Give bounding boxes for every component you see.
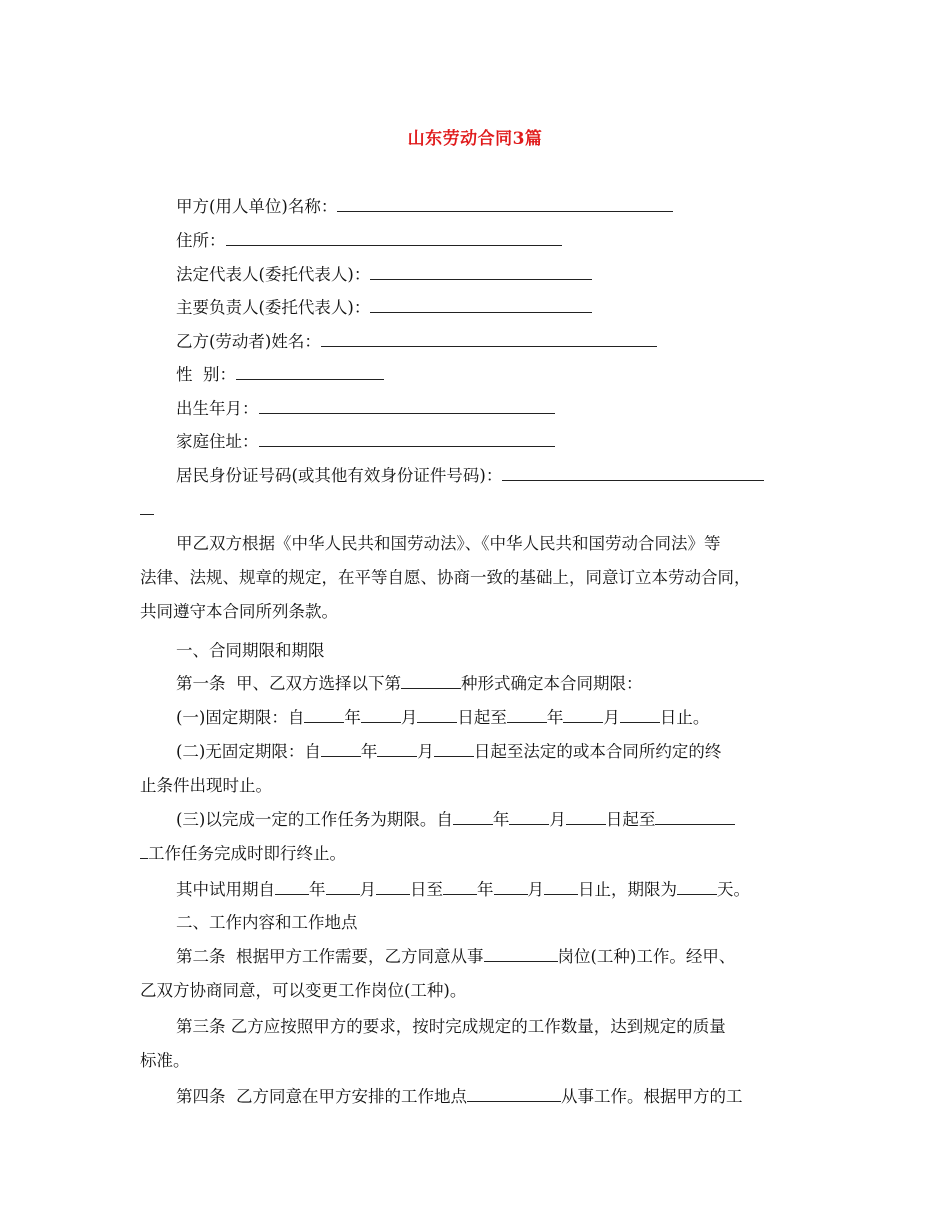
- task-term-line: [176, 809, 735, 831]
- probation-end-month-label: 月: [527, 880, 544, 899]
- employer-name-label: 甲方(用人单位)名称：: [176, 197, 338, 216]
- probation-text: 其中试用期自: [176, 880, 275, 899]
- task-start-day-blank[interactable]: [566, 810, 606, 825]
- employer-name-line: [176, 196, 673, 218]
- probation-month-label: 月: [359, 880, 376, 899]
- home-address-label: 家庭住址：: [176, 432, 259, 451]
- fixed-end-month-blank[interactable]: [563, 708, 603, 723]
- fixed-end-day-blank[interactable]: [620, 708, 660, 723]
- gender-label: 性 别：: [176, 365, 236, 384]
- fixed-month-label: 月: [400, 708, 418, 727]
- gender-line: [176, 364, 384, 386]
- home-address-line: [176, 431, 555, 453]
- open-start-day-blank[interactable]: [434, 742, 474, 757]
- task-year-label: 年: [492, 810, 510, 829]
- address-line: [176, 230, 562, 252]
- fixed-start-year-blank[interactable]: [304, 708, 344, 723]
- probation-start-year-blank[interactable]: [275, 880, 309, 895]
- probation-year-label: 年: [309, 880, 326, 899]
- id-number-label: 居民身份证号码(或其他有效身份证件号码)：: [176, 466, 503, 485]
- article2-line: [176, 946, 735, 968]
- article4-location-blank[interactable]: [467, 1087, 561, 1102]
- main-person-line: [176, 297, 592, 319]
- intro-line-3: 共同遵守本合同所列条款。: [140, 602, 338, 621]
- probation-day-end-label: 日止，期限为: [578, 880, 677, 899]
- fixed-day-end-label: 日止。: [659, 708, 710, 727]
- section1-heading: 一、合同期限和期限: [176, 641, 325, 660]
- probation-start-month-blank[interactable]: [326, 880, 360, 895]
- birth-label: 出生年月：: [176, 399, 259, 418]
- home-address-blank[interactable]: [259, 432, 555, 447]
- fixed-start-day-blank[interactable]: [417, 708, 457, 723]
- fixed-day-from-label: 日起至: [457, 708, 507, 727]
- legal-rep-line: [176, 264, 592, 286]
- article1-line: [176, 673, 643, 695]
- legal-rep-label: 法定代表人(委托代表人)：: [176, 265, 371, 284]
- birth-line: [176, 398, 555, 420]
- fixed-term-line: [176, 707, 709, 729]
- article3-line-1: 第三条 乙方应按照甲方的要求，按时完成规定的工作数量，达到规定的质量: [176, 1017, 726, 1036]
- fixed-start-month-blank[interactable]: [361, 708, 401, 723]
- main-person-blank[interactable]: [370, 298, 592, 313]
- legal-rep-blank[interactable]: [370, 265, 592, 280]
- task-month-label: 月: [549, 810, 566, 829]
- article4-line: [176, 1086, 743, 1108]
- gender-blank[interactable]: [236, 365, 384, 380]
- id-number-blank-continued[interactable]: [140, 500, 154, 515]
- employee-name-label: 乙方(劳动者)姓名：: [176, 332, 321, 351]
- article2-text-b: 岗位(工种)工作。经甲、: [557, 947, 736, 966]
- address-blank[interactable]: [226, 231, 562, 246]
- fixed-end-month-label: 月: [603, 708, 620, 727]
- probation-start-day-blank[interactable]: [376, 880, 410, 895]
- probation-end-year-label: 年: [477, 880, 494, 899]
- article4-text-a: 第四条 乙方同意在甲方安排的工作地点: [176, 1087, 467, 1106]
- open-year-label: 年: [360, 742, 378, 761]
- employee-name-line: [176, 331, 657, 353]
- article4-text-b: 从事工作。根据甲方的工: [561, 1087, 743, 1106]
- fixed-end-year-blank[interactable]: [507, 708, 547, 723]
- birth-blank[interactable]: [259, 399, 555, 414]
- open-start-year-blank[interactable]: [321, 742, 361, 757]
- task-until-blank[interactable]: [655, 810, 735, 825]
- probation-end-month-blank[interactable]: [494, 880, 528, 895]
- intro-line-1: 甲乙双方根据《中华人民共和国劳动法》、《中华人民共和国劳动合同法》等: [176, 534, 721, 553]
- article2-line-2: 乙双方协商同意，可以变更工作岗位(工种)。: [140, 981, 467, 1000]
- task-term-line-2-text: 工作任务完成时即行终止。: [148, 844, 346, 863]
- section2-heading: 二、工作内容和工作地点: [176, 913, 358, 932]
- fixed-year-label: 年: [344, 708, 361, 727]
- intro-line-2: 法律、法规、规章的规定，在平等自愿、协商一致的基础上，同意订立本劳动合同，: [140, 568, 751, 587]
- id-number-line: [176, 465, 764, 487]
- open-term-line-2: 止条件出现时止。: [140, 776, 272, 795]
- address-label: 住所：: [176, 231, 226, 250]
- task-day-from-label: 日起至: [605, 810, 656, 829]
- article2-text-a: 第二条 根据甲方工作需要，乙方同意从事: [176, 947, 484, 966]
- employee-name-blank[interactable]: [321, 332, 657, 347]
- main-person-label: 主要负责人(委托代表人)：: [176, 298, 371, 317]
- article1-text-a: 第一条 甲、乙双方选择以下第: [176, 674, 401, 693]
- task-term-text: (三)以完成一定的工作任务为期限。自: [176, 810, 453, 829]
- task-start-month-blank[interactable]: [509, 810, 549, 825]
- article3-line-2: 标准。: [140, 1051, 190, 1070]
- open-term-text: (二)无固定期限：自: [176, 742, 321, 761]
- id-number-continuation: [140, 499, 154, 521]
- open-start-month-blank[interactable]: [377, 742, 417, 757]
- probation-days-label: 天。: [717, 880, 750, 899]
- open-month-label: 月: [417, 742, 434, 761]
- task-start-year-blank[interactable]: [453, 810, 493, 825]
- task-term-line-2: [140, 843, 346, 865]
- article1-text-b: 种形式确定本合同期限：: [461, 674, 643, 693]
- fixed-term-text: (一)固定期限：自: [176, 708, 305, 727]
- probation-end-day-blank[interactable]: [544, 880, 578, 895]
- open-term-line: [176, 741, 721, 763]
- probation-day-to-label: 日至: [410, 880, 443, 899]
- document-title: 山东劳动合同3篇: [407, 129, 543, 149]
- article1-form-blank[interactable]: [401, 674, 461, 689]
- task-until-blank-continued[interactable]: [140, 844, 148, 859]
- employer-name-blank[interactable]: [337, 197, 673, 212]
- article2-post-blank[interactable]: [484, 947, 558, 962]
- probation-days-blank[interactable]: [677, 880, 717, 895]
- id-number-blank[interactable]: [502, 466, 764, 481]
- probation-line: [176, 879, 750, 901]
- fixed-end-year-label: 年: [546, 708, 564, 727]
- probation-end-year-blank[interactable]: [443, 880, 477, 895]
- open-rest-text: 日起至法定的或本合同所约定的终: [473, 742, 722, 761]
